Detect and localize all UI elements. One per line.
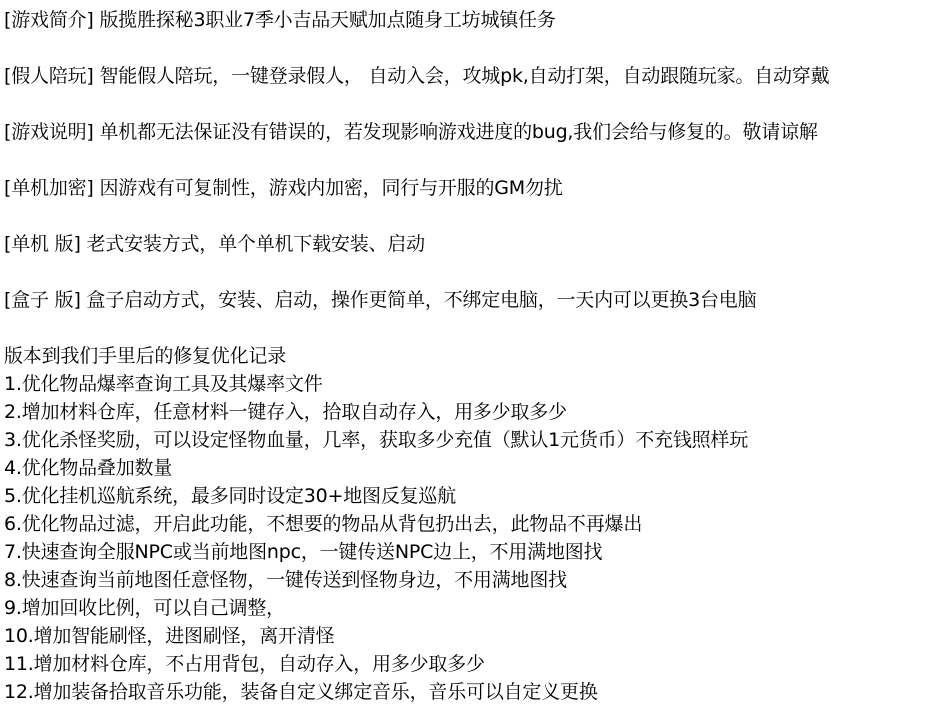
- paragraph-gap: [4, 90, 930, 118]
- intro-standalone-version: [单机 版] 老式安装方式，单个单机下载安装、启动: [4, 233, 425, 255]
- changelog-item: 3.优化杀怪奖励，可以设定怪物血量，几率，获取多少充值（默认1元货币）不充钱照样玩: [4, 429, 749, 451]
- changelog-item: 2.增加材料仓库，任意材料一键存入，拾取自动存入，用多少取多少: [4, 401, 567, 423]
- paragraph-gap: [4, 314, 930, 342]
- document-body: [4, 6, 930, 706]
- intro-game-summary: [游戏简介] 版揽胜探秘3职业7季小吉品天赋加点随身工坊城镇任务: [4, 9, 556, 31]
- changelog-item: 6.优化物品过滤，开启此功能，不想要的物品从背包扔出去，此物品不再爆出: [4, 513, 643, 535]
- changelog-title: 版本到我们手里后的修复优化记录: [4, 345, 287, 367]
- changelog-item: 11.增加材料仓库，不占用背包，自动存入，用多少取多少: [4, 653, 485, 675]
- intro-game-notes: [游戏说明] 单机都无法保证没有错误的，若发现影响游戏进度的bug,我们会给与修复的。敬请谅解: [4, 121, 818, 143]
- changelog-item: 10.增加智能刷怪，进图刷怪，离开清怪: [4, 625, 335, 647]
- paragraph-gap: [4, 34, 930, 62]
- changelog-item: 4.优化物品叠加数量: [4, 457, 173, 479]
- changelog-item: 5.优化挂机巡航系统，最多同时设定30+地图反复巡航: [4, 485, 457, 507]
- changelog-item: 1.优化物品爆率查询工具及其爆率文件: [4, 373, 323, 395]
- changelog-item: 8.快速查询当前地图任意怪物，一键传送到怪物身边，不用满地图找: [4, 569, 567, 591]
- intro-box-version: [盒子 版] 盒子启动方式，安装、启动，操作更简单，不绑定电脑，一天内可以更换3台电脑: [4, 289, 757, 311]
- paragraph-gap: [4, 146, 930, 174]
- intro-bot-companion: [假人陪玩] 智能假人陪玩，一键登录假人， 自动入会，攻城pk,自动打架，自动跟随玩家。自动穿戴: [4, 65, 830, 87]
- changelog-item: 9.增加回收比例，可以自己调整，: [4, 597, 285, 619]
- paragraph-gap: [4, 258, 930, 286]
- changelog-item: 7.快速查询全服NPC或当前地图npc，一键传送NPC边上，不用满地图找: [4, 541, 603, 563]
- changelog-item: 12.增加装备拾取音乐功能，装备自定义绑定音乐，音乐可以自定义更换: [4, 681, 598, 703]
- paragraph-gap: [4, 202, 930, 230]
- intro-encryption: [单机加密] 因游戏有可复制性，游戏内加密，同行与开服的GM勿扰: [4, 177, 563, 199]
